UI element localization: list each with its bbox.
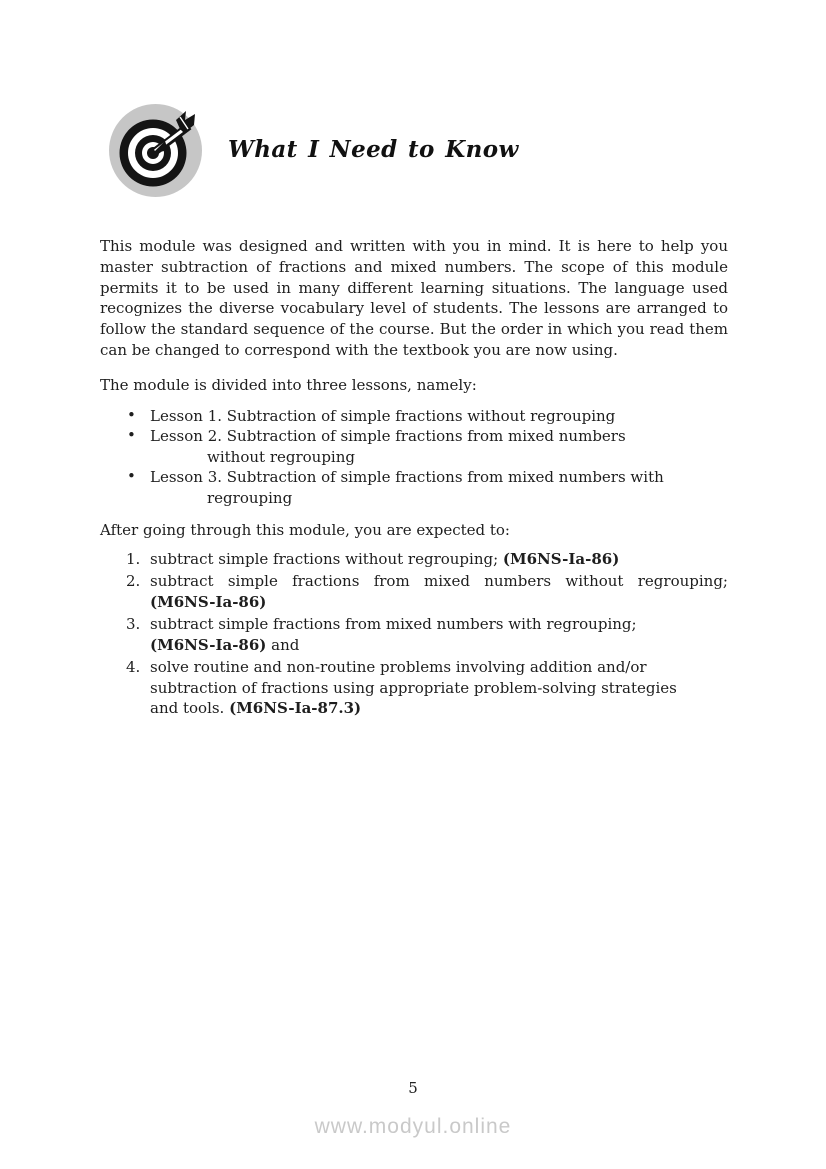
- bullet-icon: •: [127, 467, 136, 486]
- objective-item-1: [100, 549, 728, 570]
- bullet-icon: •: [127, 426, 136, 445]
- objective-3-line2: [150, 635, 728, 656]
- objective-number-3: 3.: [126, 615, 141, 634]
- lesson-list: [100, 406, 728, 508]
- objective-2-line1: subtract simple fractions from mixed numbers without regrouping;: [150, 572, 728, 591]
- lesson-item-3: [100, 467, 728, 508]
- competency-code: (M6NS-Ia-86): [150, 635, 267, 654]
- lesson-item-2: [100, 426, 728, 467]
- lesson-item-1: [100, 406, 728, 426]
- objective-item-4: [100, 657, 728, 719]
- objective-4-line2: subtraction of fractions using appropriate problem-solving strategies: [150, 678, 677, 697]
- objective-item-2: [100, 571, 728, 612]
- objective-3-post: and: [266, 635, 300, 654]
- objective-3-line1: subtract simple fractions from mixed numbers with regrouping;: [150, 615, 637, 634]
- lesson-item-3-line2: regrouping: [207, 488, 293, 507]
- competency-code: (M6NS-Ia-86): [502, 550, 620, 568]
- watermark-text: www.modyul.online: [314, 1115, 512, 1138]
- target-bullseye-arrow-graphic: [108, 103, 203, 198]
- section-title: What I Need to Know: [228, 136, 519, 163]
- lesson-item-3-line1: Lesson 3. Subtraction of simple fractions from mixed numbers with: [150, 468, 664, 487]
- objective-number-2: 2.: [126, 572, 141, 591]
- objectives-lead-text: After going through this module, you are expected to:: [100, 521, 510, 539]
- target-icon: [108, 103, 203, 198]
- objective-1-line1: [150, 549, 728, 570]
- objective-2-line2: [150, 592, 728, 613]
- objective-4-line1: solve routine and non-routine problems involving addition and/or: [150, 658, 647, 677]
- objective-1-text: subtract simple fractions without regrouping;: [150, 550, 503, 568]
- competency-code: (M6NS-Ia-86): [150, 592, 267, 611]
- bullet-icon: •: [127, 406, 136, 424]
- lessons-lead-text: The module is divided into three lessons, namely:: [100, 376, 477, 394]
- objective-item-3: [100, 614, 728, 655]
- lesson-item-2-line2: without regrouping: [207, 447, 355, 466]
- lesson-item-2-line1: Lesson 2. Subtraction of simple fractions from mixed numbers: [150, 427, 626, 446]
- objective-number-1: 1.: [126, 550, 141, 568]
- competency-code: (M6NS-Ia-87.3): [229, 699, 362, 718]
- page-number: 5: [408, 1079, 418, 1097]
- objective-4-text: and tools.: [150, 699, 230, 718]
- intro-paragraph: This module was designed and written with you in mind. It is here to help you master subtraction of fractions and mixed numbers. The scope of this module permits it to be used in many different learning situations. The language used recognizes the diverse vocabulary level of students. The lessons are arranged to follow the standard sequence of the course. But the order in which you read them can be changed to correspond with the textbook you are now using.: [100, 237, 728, 359]
- lesson-item-1-line1: Lesson 1. Subtraction of simple fractions without regrouping: [150, 407, 616, 425]
- objective-number-4: 4.: [126, 658, 141, 677]
- objective-4-line3: [150, 698, 728, 719]
- objectives-list: [100, 549, 728, 721]
